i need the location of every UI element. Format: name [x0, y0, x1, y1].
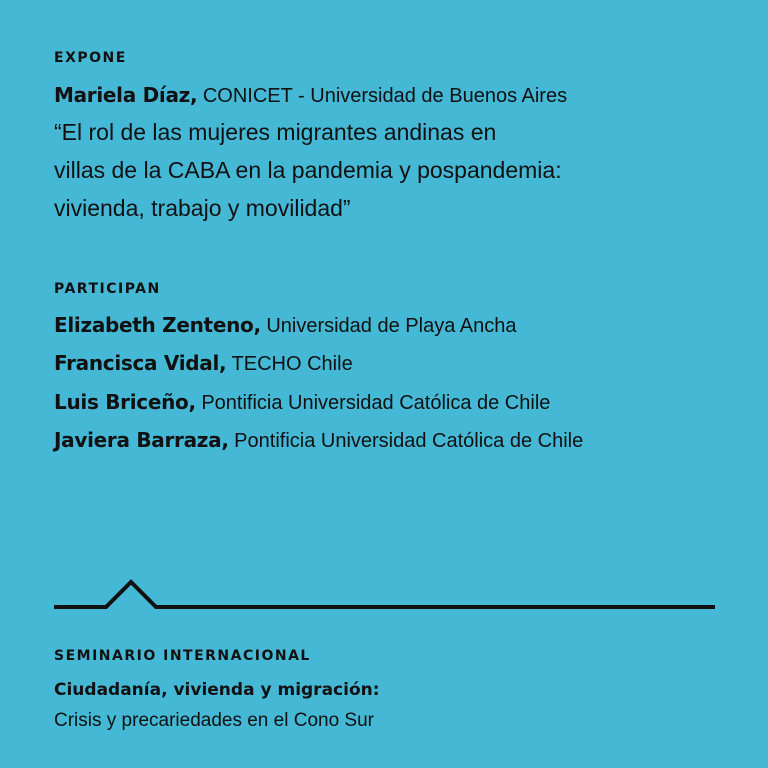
participant-row — [54, 313, 516, 338]
participant-affiliation: TECHO Chile — [226, 353, 353, 375]
participan-label: PARTICIPAN — [54, 281, 161, 297]
participant-affiliation: Pontificia Universidad Católica de Chile — [195, 392, 551, 414]
participant-name: Francisca Vidal, — [54, 351, 227, 375]
seminar-subtitle: Crisis y precariedades en el Cono Sur — [54, 710, 374, 731]
participant-affiliation: Universidad de Playa Ancha — [260, 315, 517, 337]
participant-name: Elizabeth Zenteno, — [54, 313, 261, 337]
participant-row — [54, 390, 550, 415]
expone-label: EXPONE — [54, 50, 127, 66]
participant-affiliation: Pontificia Universidad Católica de Chile — [228, 430, 584, 452]
participant-name: Javiera Barraza, — [54, 428, 229, 452]
roof-divider-line — [0, 570, 768, 620]
talk-title-line-3: vivienda, trabajo y movilidad” — [54, 195, 351, 221]
seminar-label: SEMINARIO INTERNACIONAL — [54, 648, 311, 664]
participant-name: Luis Briceño, — [54, 390, 196, 414]
seminar-title: Ciudadanía, vivienda y migración: — [54, 680, 380, 700]
talk-title-line-1: “El rol de las mujeres migrantes andinas en — [54, 119, 497, 145]
speaker-line — [54, 82, 567, 109]
speaker-affiliation: CONICET - Universidad de Buenos Aires — [197, 85, 568, 107]
speaker-name: Mariela Díaz, — [54, 83, 198, 107]
participant-row — [54, 351, 353, 376]
talk-title-line-2: villas de la CABA en la pandemia y pospandemia: — [54, 157, 562, 183]
participant-row — [54, 428, 583, 453]
